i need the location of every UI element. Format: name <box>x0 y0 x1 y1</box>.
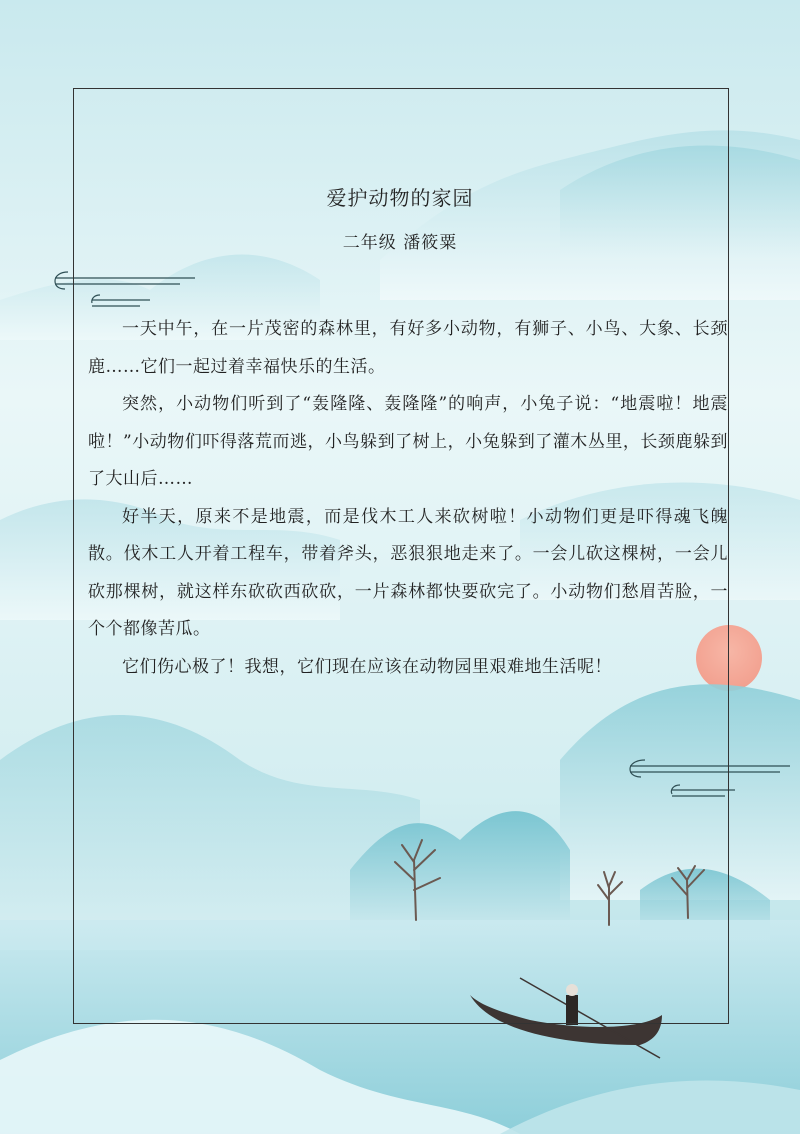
paragraph: 它们伤心极了！我想，它们现在应该在动物园里艰难地生活呢！ <box>122 656 612 677</box>
paragraph: 一天中午，在一片茂密的森林里，有好多小动物，有狮子、小鸟、大象、长颈鹿……它们一起过着幸福快乐的生活。 <box>88 319 728 377</box>
essay-title: 爱护动物的家园 <box>326 186 474 210</box>
essay-body <box>88 311 728 686</box>
paragraph: 好半天，原来不是地震，而是伐木工人来砍树啦！小动物们更是吓得魂飞魄散。伐木工人开着工程车，带着斧头，恶狠狠地走来了。一会儿砍这棵树，一会儿砍那棵树，就这样东砍砍西砍砍，一片森林都快要砍完了。小动物们愁眉苦脸，一个个都像苦瓜。 <box>88 506 728 639</box>
paragraph: 突然，小动物们听到了“轰隆隆、轰隆隆”的响声，小兔子说：“地震啦！地震啦！”小动物们吓得落荒而逃，小鸟躲到了树上，小兔躲到了灌木丛里，长颈鹿躲到了大山后…… <box>88 394 728 489</box>
essay-author: 二年级 潘筱粟 <box>342 233 458 253</box>
